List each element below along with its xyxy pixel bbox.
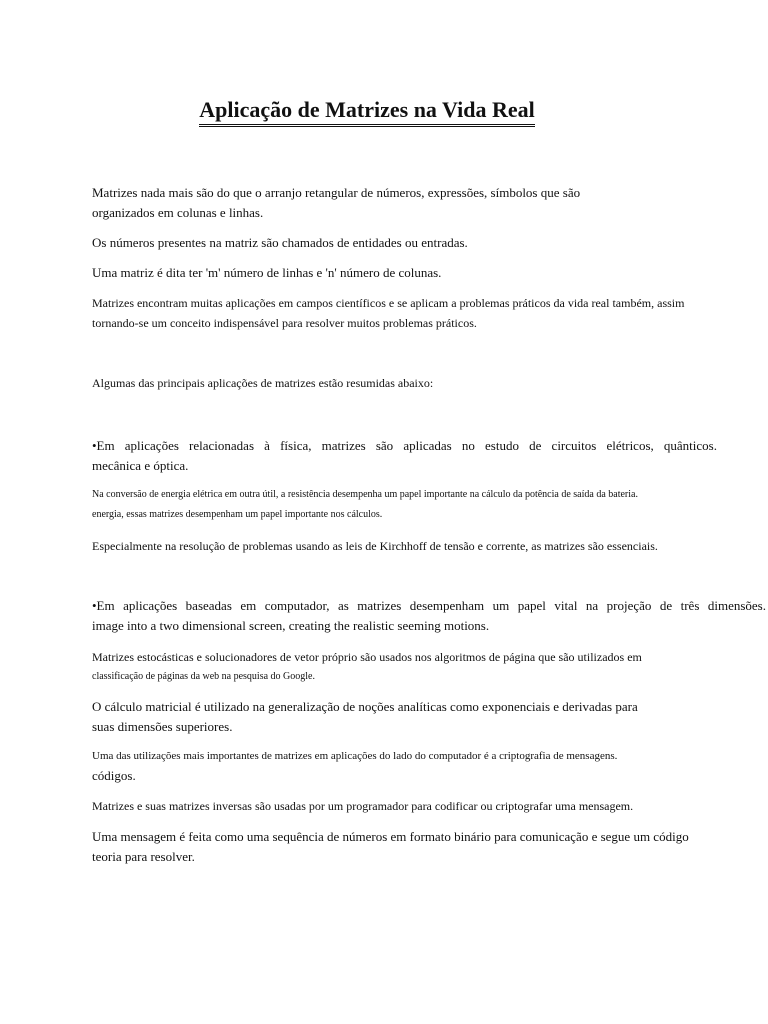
paragraph-line: Algumas das principais aplicações de matrizes estão resumidas abaixo: [92,376,434,390]
paragraph-line: organizados em colunas e linhas. [92,205,264,220]
paragraph-line: tornando-se um conceito indispensável para resolver muitos problemas práticos. [92,316,477,330]
paragraph-line: Matrizes nada mais são do que o arranjo retangular de números, expressões, símbolos que são [92,185,581,200]
paragraph-inverse-matrices [92,796,633,816]
paragraph-line: teoria para resolver. [92,849,195,864]
paragraph-line: suas dimensões superiores. [92,719,233,734]
paragraph-binary-message [92,827,689,867]
paragraph-cryptography [92,746,617,786]
paragraph-line: •Em aplicações relacionadas à física, matrizes são aplicadas no estudo de circuitos elétricos, quânticos. [92,438,717,453]
paragraph-applications-intro [92,293,684,333]
paragraph-matrix-definition [92,183,580,223]
paragraph-energy-conversion [92,485,638,525]
document-title-text: Aplicação de Matrizes na Vida Real [199,96,534,127]
paragraph-line: classificação de páginas da web na pesquisa do Google. [92,671,315,682]
paragraph-line: Matrizes encontram muitas aplicações em campos científicos e se aplicam a problemas práticos da vida real também, assim [92,296,685,310]
paragraph-dimensions [92,263,441,283]
paragraph-kirchhoff [92,536,658,556]
paragraph-computer-bullet [92,596,766,636]
paragraph-line: Especialmente na resolução de problemas usando as leis de Kirchhoff de tensão e corrente, as matrizes são essenciais. [92,539,658,553]
paragraph-summary-lead [92,373,433,393]
paragraph-line: Matrizes e suas matrizes inversas são usadas por um programador para codificar ou criptografar uma mensagem. [92,799,634,813]
paragraph-line: Na conversão de energia elétrica em outra útil, a resistência desempenha um papel importante na cálculo da potência de saída da bateria. [92,489,638,500]
paragraph-line: image into a two dimensional screen, creating the realistic seeming motions. [92,618,490,633]
paragraph-line: Uma matriz é dita ter 'm' número de linhas e 'n' número de colunas. [92,265,442,280]
paragraph-line: Uma mensagem é feita como uma sequência de números em formato binário para comunicação e segue um código [92,829,689,844]
paragraph-line: códigos. [92,768,136,783]
paragraph-line: mecânica e óptica. [92,458,189,473]
document-title [0,96,734,127]
paragraph-line: O cálculo matricial é utilizado na generalização de noções analíticas como exponenciais e derivadas para [92,699,638,714]
paragraph-line: Matrizes estocásticas e solucionadores de vetor próprio são usados nos algoritmos de página que são utilizados em [92,650,642,664]
paragraph-physics-bullet [92,436,717,476]
paragraph-line: Uma das utilizações mais importantes de matrizes em aplicações do lado do computador é a criptografia de mensagens. [92,750,618,762]
paragraph-stochastic-matrices [92,647,642,687]
paragraph-line: •Em aplicações baseadas em computador, as matrizes desempenham um papel vital na projeção de três dimensões. [92,598,766,613]
paragraph-matrix-calculus [92,697,638,737]
paragraph-line: Os números presentes na matriz são chamados de entidades ou entradas. [92,235,468,250]
paragraph-line: energia, essas matrizes desempenham um papel importante nos cálculos. [92,509,383,520]
paragraph-entries [92,233,468,253]
